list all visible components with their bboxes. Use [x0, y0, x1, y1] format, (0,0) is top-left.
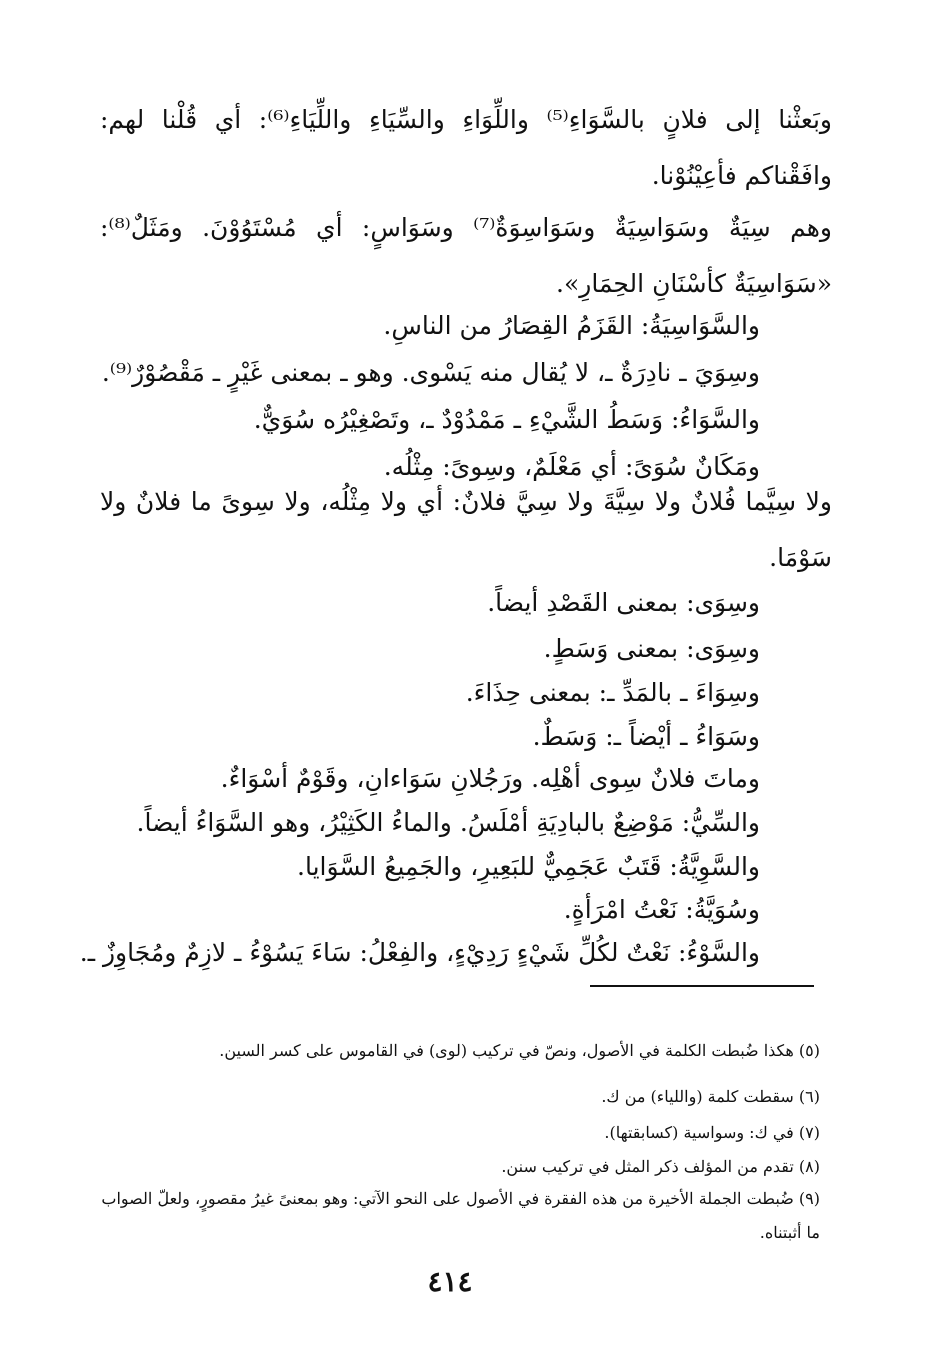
page-number: ٤١٤ — [427, 1265, 473, 1298]
paragraph-1: وبَعثْنا إلى فلانٍ بالسَّوَاءِ⁽⁵⁾ واللِّوَاءِ والسِّيَاءِ واللِّيَاءِ⁽⁶⁾: أي قُلْنا لهم: وافَقْناكم فأعِيْنُوْنا. — [100, 105, 832, 190]
paragraph-2: وهم سِيَةٌ وسَوَاسِيَةٌ وسَوَاسِوَةٌ⁽⁷⁾ وسَوَاسٍ: أي مُسْتَوُوْنَ. ومَثَلٌ⁽⁸⁾: «سَوَاسِيَةٌ كأسْنَانِ الحِمَارِ». — [100, 213, 833, 298]
text-line: والسَّوَاسِيَةُ: القَزَمُ القِصَارُ من الناسِ. — [383, 311, 760, 340]
text-line: وسُوَيَّةُ: نَعْتُ امْرَأةٍ. — [563, 895, 760, 924]
paragraph-3: ولا سِيَّما فُلانٌ ولا سِيَّةَ ولا سِيَّ فلانٌ: أي ولا مِثْلُه، ولا سِوىً ما فلانٌ ولا سَوْمَا. — [100, 487, 832, 572]
text-line: وسِوَاءَ ـ بالمَدِّ ـ: بمعنى حِذَاءَ. — [465, 678, 760, 707]
text-line: والسَّوْءُ: نَعْتٌ لكُلِّ شَيْءٍ رَدِيْءٍ، والفِعْلُ: سَاءَ يَسُوْءُ ـ لازِمٌ ومُجَاوِزٌ ـ. — [79, 938, 760, 967]
text-line: وسِوَيَ ـ نادِرَةٌ ـ، لا يُقال منه يَسْوى. وهو ـ بمعنى غَيْرٍ ـ مَقْصُوْرٌ⁽⁹⁾. — [101, 358, 760, 387]
text-line: وسِوَى: بمعنى القَصْدِ أيضاً. — [487, 588, 760, 617]
footnote: (٥) هكذا ضُبطت الكلمة في الأصول، ونصّ في تركيب (لوى) في القاموس على كسر السين. — [219, 1041, 820, 1060]
footnote: (٩) ضُبطت الجملة الأخيرة من هذه الفقرة في الأصول على النحو الآتي: وهو بمعنىً غيرُ مقصورٍ، ولعلّ الصواب ما أثبتناه. — [101, 1189, 820, 1242]
text-line: وسِوَى: بمعنى وَسَطٍ. — [543, 634, 760, 663]
text-line: وسَوَاءُ ـ أيْضاً ـ: وَسَطٌ. — [532, 722, 760, 751]
footnote-divider — [590, 985, 814, 987]
footnote: (٨) تقدم من المؤلف ذكر المثل في تركيب سنن. — [501, 1157, 820, 1176]
text-line: والسَّوَاءُ: وَسَطُ الشَّيْءِ ـ مَمْدُوْدٌ ـ، وتَصْغِيْرُه سُوَيٌّ. — [253, 405, 760, 434]
text-line: والسَّوِيَّةُ: قَتَبٌ عَجَمِيٌّ للبَعِيرِ، والجَمِيعُ السَّوَايا. — [297, 852, 760, 881]
text-line: والسِّيُّ: مَوْضِعٌ بالبادِيَةِ أمْلَسُ. والماءُ الكَثِيْرُ، وهو السَّوَاءُ أيضاً. — [136, 808, 760, 837]
footnote: (٧) في ك: وسواسية (كسابقتها). — [604, 1123, 820, 1142]
text-line: وماتَ فلانٌ سِوى أهْلِه. ورَجُلانِ سَوَاءانِ، وقَوْمٌ أسْوَاءٌ. — [220, 764, 760, 793]
footnote: (٦) سقطت كلمة (واللياء) من ك. — [601, 1087, 820, 1106]
text-line: ومَكَانٌ سُوَىً: أي مَعْلَمٌ، وسِوىً: مِثْلُه. — [383, 452, 760, 481]
